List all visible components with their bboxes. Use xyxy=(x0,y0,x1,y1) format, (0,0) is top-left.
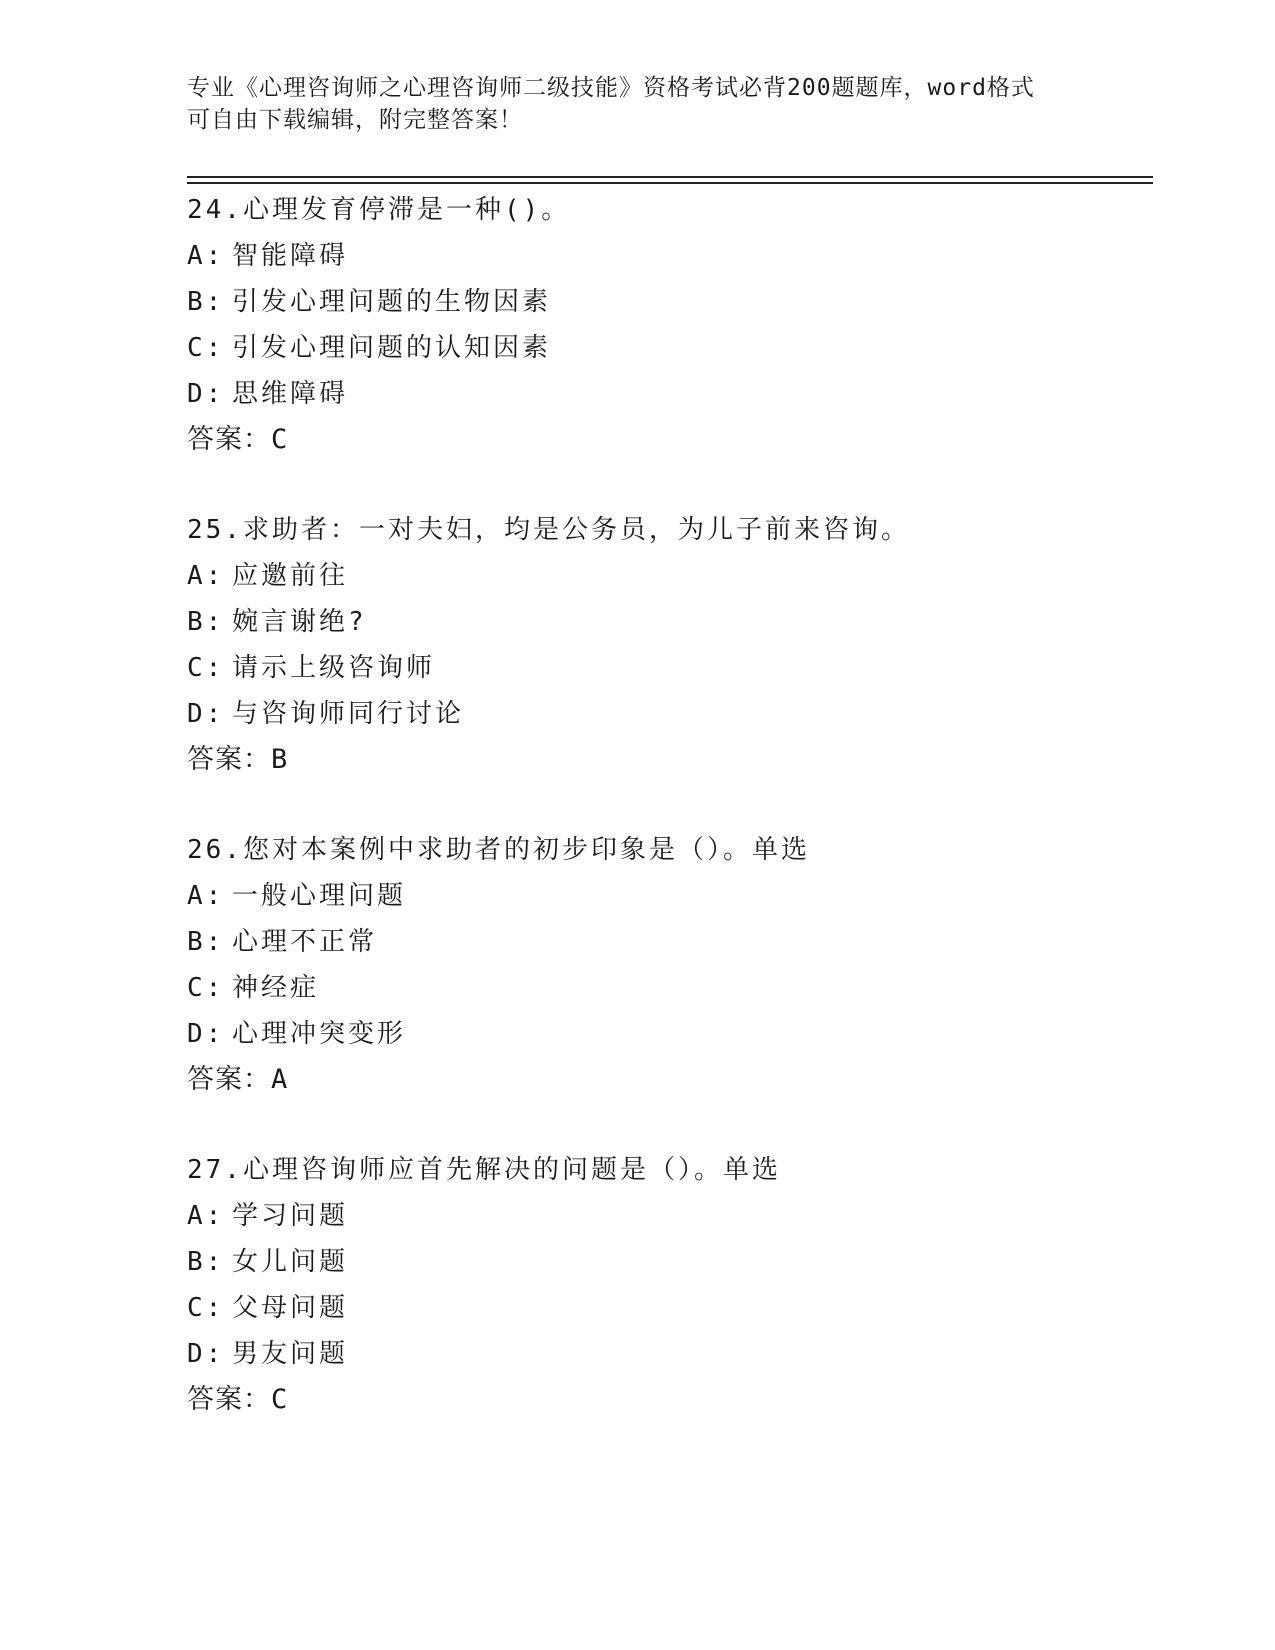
option-b xyxy=(187,919,1147,965)
option-key: A: xyxy=(187,1201,225,1231)
header-line-2: 可自由下载编辑，附完整答案！ xyxy=(187,107,523,133)
option-key: C: xyxy=(187,1293,225,1323)
option-c xyxy=(187,965,1147,1011)
option-key: A: xyxy=(187,561,225,591)
answer-value: C xyxy=(271,424,289,455)
option-text: 请示上级咨询师 xyxy=(232,653,436,683)
option-b xyxy=(187,1239,1147,1285)
option-a xyxy=(187,873,1147,919)
question-stem: 27.心理咨询师应首先解决的问题是（）。单选 xyxy=(187,1155,781,1185)
option-key: A: xyxy=(187,241,225,271)
option-key: C: xyxy=(187,973,225,1003)
option-key: B: xyxy=(187,1247,225,1277)
option-text: 心理冲突变形 xyxy=(232,1019,407,1049)
question-block xyxy=(187,827,1147,1103)
option-d xyxy=(187,1011,1147,1057)
option-text: 男友问题 xyxy=(232,1339,349,1369)
option-key: C: xyxy=(187,333,225,363)
answer-label: 答案： xyxy=(187,744,271,775)
option-text: 应邀前往 xyxy=(232,561,349,591)
option-text: 智能障碍 xyxy=(232,241,349,271)
option-a xyxy=(187,233,1147,279)
answer-label: 答案： xyxy=(187,1064,271,1095)
option-c xyxy=(187,645,1147,691)
option-c xyxy=(187,325,1147,371)
option-text: 神经症 xyxy=(232,973,320,1003)
question-stem: 26.您对本案例中求助者的初步印象是（）。单选 xyxy=(187,835,810,865)
header-divider-top xyxy=(187,176,1153,178)
answer-label: 答案： xyxy=(187,1384,271,1415)
option-d xyxy=(187,371,1147,417)
option-key: D: xyxy=(187,1019,225,1049)
answer-line xyxy=(187,417,1147,463)
option-b xyxy=(187,279,1147,325)
option-key: D: xyxy=(187,379,225,409)
option-text: 女儿问题 xyxy=(232,1247,349,1277)
answer-line xyxy=(187,1377,1147,1423)
question-block xyxy=(187,507,1147,783)
option-key: D: xyxy=(187,1339,225,1369)
header-line-1: 专业《心理咨询师之心理咨询师二级技能》资格考试必背200题题库，word格式 xyxy=(187,75,1035,101)
option-key: C: xyxy=(187,653,225,683)
option-a xyxy=(187,1193,1147,1239)
option-key: D: xyxy=(187,699,225,729)
option-c xyxy=(187,1285,1147,1331)
option-d xyxy=(187,1331,1147,1377)
option-key: A: xyxy=(187,881,225,911)
answer-label: 答案： xyxy=(187,424,271,455)
option-text: 心理不正常 xyxy=(232,927,378,957)
option-text: 学习问题 xyxy=(232,1201,349,1231)
header-divider-bottom xyxy=(187,182,1153,184)
question-block xyxy=(187,187,1147,463)
question-stem: 24.心理发育停滞是一种()。 xyxy=(187,195,571,225)
option-text: 婉言谢绝? xyxy=(232,607,367,637)
answer-line xyxy=(187,737,1147,783)
answer-value: C xyxy=(271,1384,289,1415)
question-stem: 25.求助者：一对夫妇，均是公务员，为儿子前来咨询。 xyxy=(187,515,910,545)
document-header xyxy=(187,72,1087,136)
option-text: 引发心理问题的认知因素 xyxy=(232,333,552,363)
option-text: 与咨询师同行讨论 xyxy=(232,699,465,729)
answer-value: A xyxy=(271,1064,289,1095)
option-text: 父母问题 xyxy=(232,1293,349,1323)
question-block xyxy=(187,1147,1147,1423)
answer-value: B xyxy=(271,744,289,775)
option-text: 引发心理问题的生物因素 xyxy=(232,287,552,317)
answer-line xyxy=(187,1057,1147,1103)
option-d xyxy=(187,691,1147,737)
option-key: B: xyxy=(187,607,225,637)
option-a xyxy=(187,553,1147,599)
option-text: 一般心理问题 xyxy=(232,881,407,911)
option-key: B: xyxy=(187,287,225,317)
option-b xyxy=(187,599,1147,645)
option-text: 思维障碍 xyxy=(232,379,349,409)
option-key: B: xyxy=(187,927,225,957)
